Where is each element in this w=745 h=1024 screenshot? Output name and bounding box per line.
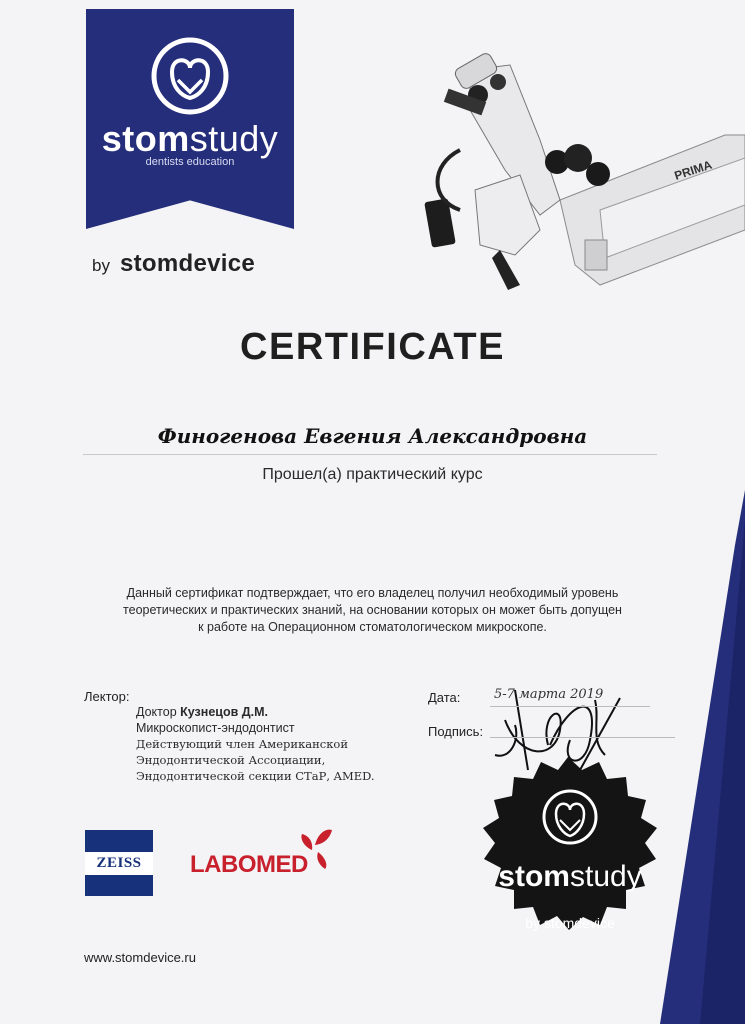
certificate-title: CERTIFICATE xyxy=(240,326,505,368)
tooth-logo-icon xyxy=(150,36,230,116)
website-url[interactable]: www.stomdevice.ru xyxy=(84,950,196,965)
statement-line: Данный сертификат подтверждает, что его владелец получил необходимый уровень xyxy=(126,586,619,600)
brand-light: study xyxy=(189,118,279,159)
seal-brand xyxy=(470,860,670,894)
seal-brand-light: study xyxy=(569,860,642,893)
signature-underline xyxy=(490,737,675,738)
statement-line: теоретических и практических знаний, на основании которых он может быть допущен xyxy=(123,603,622,617)
date-value: 5-7 марта 2019 xyxy=(494,687,604,702)
by-label: by xyxy=(92,256,110,275)
partner-name: stomdevice xyxy=(119,250,256,277)
certificate-statement xyxy=(90,585,655,636)
date-underline xyxy=(490,706,650,707)
lector-label: Лектор: xyxy=(84,689,130,704)
recipient-name: Финогенова Евгения Александровна xyxy=(157,424,588,448)
signature-scribble xyxy=(495,690,620,770)
partner-byline xyxy=(92,250,255,278)
zeiss-logo-text: ZEISS xyxy=(85,852,153,875)
brand-tagline: dentists education xyxy=(145,156,235,168)
lector-membership: Действующий член Американской xyxy=(136,737,348,751)
seal-brand-bold: stom xyxy=(498,860,570,893)
lector-title: Доктор xyxy=(136,705,177,719)
lector-details xyxy=(136,704,375,784)
labomed-logo: LABOMED xyxy=(190,851,308,878)
lector-membership: Эндодонтической секции СТаР, AMED. xyxy=(136,769,375,783)
statement-line: к работе на Операционном стоматологическом микроскопе. xyxy=(198,620,547,634)
lector-name-line xyxy=(136,704,375,720)
date-label: Дата: xyxy=(428,690,461,705)
lector-membership: Эндодонтической Ассоциации, xyxy=(136,753,326,767)
microscope-illustration xyxy=(424,51,745,290)
signature-label: Подпись: xyxy=(428,724,484,739)
lector-name: Кузнецов Д.М. xyxy=(180,705,269,719)
seal-stamp xyxy=(483,757,657,930)
brand-bold: stom xyxy=(101,118,190,159)
seal-byline: by stomdevice xyxy=(525,915,615,931)
course-line: Прошел(а) практический курс xyxy=(262,466,483,483)
lector-role: Микроскопист-эндодонтист xyxy=(136,721,295,735)
microscope-label: PRIMA xyxy=(672,157,714,183)
zeiss-logo xyxy=(85,830,153,896)
name-underline xyxy=(83,454,657,455)
brand-logo-text xyxy=(86,118,294,160)
